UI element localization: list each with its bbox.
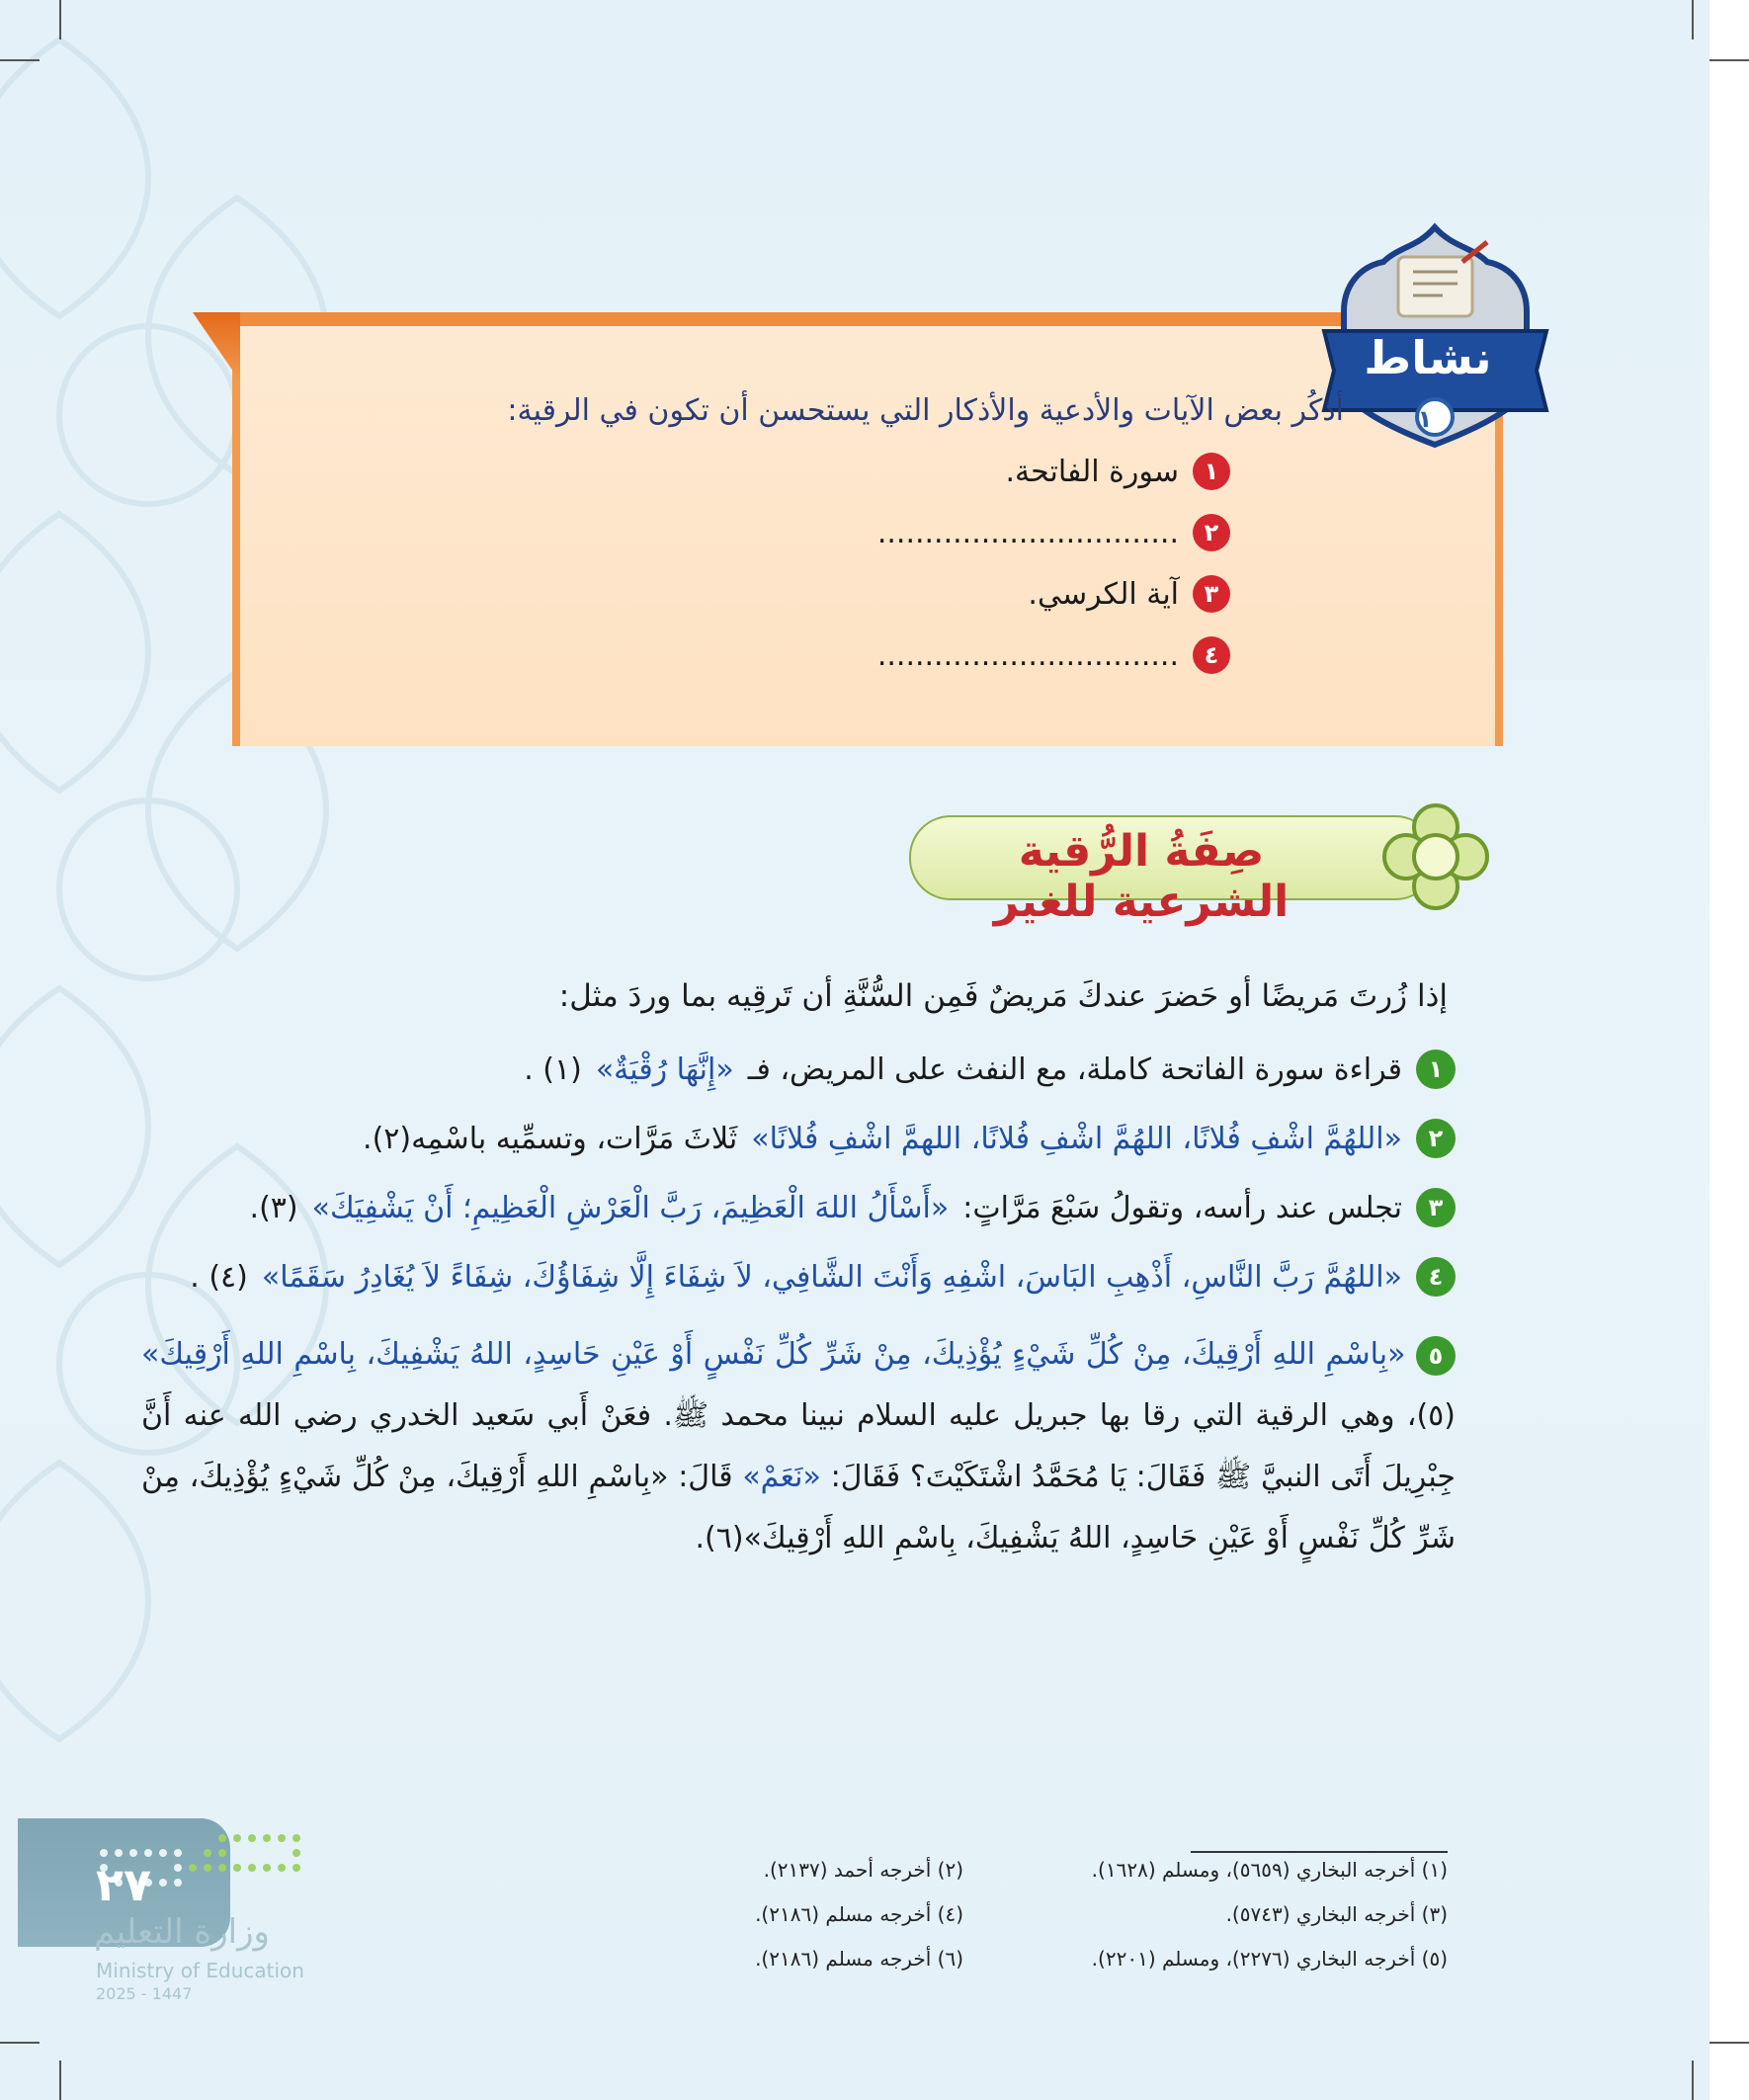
- item-number-badge: ٣: [1193, 575, 1230, 613]
- footnote: (٢) أخرجه أحمد (٢١٣٧).: [763, 1858, 963, 1882]
- activity-question: أذكُر بعض الآيات والأدعية والأذكار التي يستحسن أن تكون في الرقية:: [507, 393, 1344, 428]
- crop-mark: [59, 2060, 61, 2100]
- crop-mark: [1709, 59, 1749, 61]
- point-quote: «اللهُمَّ اشْفِ فُلانًا، اللهُمَّ اشْفِ فُلانًا، اللهمَّ اشْفِ فُلانًا»: [751, 1121, 1402, 1156]
- point-text: (٥)، وهي الرقية التي رقا بها جبريل عليه السلام نبينا محمد ﷺ. فعَنْ أَبي سَعيد الخدري رضي الله عنه أَنَّ جِبْرِيلَ أَتَى النبيَّ ﷺ فَقَالَ: يَا مُحَمَّدُ اشْتَكَيْتَ؟ فَقَالَ:: [141, 1398, 1456, 1494]
- point-quote: «بِاسْمِ اللهِ أَرْقِيكَ، مِنْ كُلِّ شَيْءٍ يُؤْذِيكَ، مِنْ شَرِّ كُلِّ نَفْسٍ أَوْ عَيْنِ حَاسِدٍ، اللهُ يَشْفِيكَ، بِاسْمِ اللهِ أَرْقِيكَ»: [141, 1337, 1406, 1372]
- activity-item-text: آية الكرسي.: [1028, 576, 1179, 612]
- point-5-paragraph: [141, 1324, 1456, 1569]
- crop-mark: [0, 59, 40, 61]
- activity-item-blank[interactable]: ................................: [876, 637, 1179, 673]
- footnote: (٥) أخرجه البخاري (٢٢٧٦)، ومسلم (٢٢٠١).: [1091, 1947, 1448, 1971]
- crop-mark: [1692, 0, 1694, 40]
- point-quote: «نَعَمْ»: [742, 1460, 821, 1494]
- footnote-divider: [1191, 1851, 1448, 1853]
- point-tail: ثَلاثَ مَرَّات، وتسمِّيه باسْمِه(٢).: [363, 1121, 738, 1156]
- activity-box: [232, 326, 1503, 746]
- footnote: (٤) أخرجه مسلم (٢١٨٦).: [755, 1902, 963, 1926]
- activity-item: [1005, 453, 1230, 490]
- point-number-badge: ٣: [1416, 1188, 1456, 1227]
- section-heading: صِفَةُ الرُّقية الشرعية للغير: [993, 826, 1290, 927]
- list-item: [171, 1257, 1456, 1297]
- ministry-name-english: Ministry of Education: [96, 1959, 304, 1982]
- point-tail: (٣).: [249, 1190, 298, 1225]
- point-number-badge: ٥: [1416, 1336, 1456, 1376]
- crop-mark: [1709, 2042, 1749, 2044]
- item-number-badge: ١: [1193, 453, 1230, 490]
- list-item: [171, 1188, 1456, 1227]
- activity-item: [877, 514, 1230, 551]
- flower-emblem-icon: [1381, 802, 1490, 911]
- ministry-name-arabic: وزارة التعليم: [94, 1912, 270, 1952]
- activity-item: [1028, 575, 1230, 613]
- point-text: قراءة سورة الفاتحة كاملة، مع النفث على المريض، فـ: [747, 1051, 1402, 1087]
- point-text: قَالَ: «بِاسْمِ اللهِ أَرْقِيكَ، مِنْ كُلِّ شَيْءٍ يُؤْذِيكَ، مِنْ شَرِّ كُلِّ نَفْسٍ أَوْ عَيْنِ حَاسِدٍ، اللهُ يَشْفِيكَ، بِاسْمِ اللهِ أَرْقِيكَ»(٦).: [141, 1460, 1456, 1555]
- point-quote: «اللهُمَّ رَبَّ النَّاسِ، أَذْهِبِ البَاسَ، اشْفِهِ وَأَنْتَ الشَّافِي، لاَ شِفَاءَ إِلَّا شِفَاؤُكَ، شِفَاءً لاَ يُغَادِرُ سَقَمًا»: [261, 1259, 1402, 1295]
- point-number-badge: ١: [1416, 1050, 1456, 1089]
- point-quote: «أَسْأَلُ اللهَ الْعَظِيمَ، رَبَّ الْعَرْشِ الْعَظِيمِ؛ أَنْ يَشْفِيَكَ»: [311, 1190, 950, 1225]
- edition-year: 2025 - 1447: [96, 1984, 193, 2003]
- point-text: تجلس عند رأسه، وتقولُ سَبْعَ مَرَّاتٍ:: [962, 1190, 1402, 1225]
- point-tail: (٤) .: [190, 1259, 248, 1295]
- crop-mark: [0, 2042, 40, 2044]
- footnote: (٣) أخرجه البخاري (٥٧٤٣).: [1225, 1902, 1448, 1926]
- activity-badge-label: نشاط: [1364, 331, 1492, 384]
- point-tail: (١) .: [524, 1051, 582, 1087]
- footnote: (٦) أخرجه مسلم (٢١٨٦).: [755, 1947, 963, 1971]
- activity-badge-number: ١: [1417, 405, 1433, 433]
- item-number-badge: ٢: [1193, 514, 1230, 551]
- crop-mark: [59, 0, 61, 40]
- activity-box-top-border: [193, 312, 1487, 326]
- point-number-badge: ٢: [1416, 1119, 1456, 1158]
- page-number: ٢٧: [95, 1858, 152, 1911]
- crop-mark: [1692, 2060, 1694, 2100]
- list-item: [171, 1050, 1456, 1089]
- intro-paragraph: إذا زُرتَ مَريضًا أو حَضرَ عندكَ مَريضٌ فَمِن السُّنَّةِ أن تَرقِيه بما وردَ مثل:: [558, 978, 1448, 1014]
- footnote: (١) أخرجه البخاري (٥٦٥٩)، ومسلم (١٦٢٨).: [1091, 1858, 1448, 1882]
- point-number-badge: ٤: [1416, 1257, 1456, 1297]
- activity-item-text: سورة الفاتحة.: [1005, 454, 1179, 489]
- point-quote: «إِنَّهَا رُقْيَةٌ»: [595, 1051, 734, 1087]
- item-number-badge: ٤: [1193, 636, 1230, 674]
- list-item: [171, 1119, 1456, 1158]
- activity-item-blank[interactable]: ................................: [876, 515, 1179, 550]
- activity-item: [877, 636, 1230, 674]
